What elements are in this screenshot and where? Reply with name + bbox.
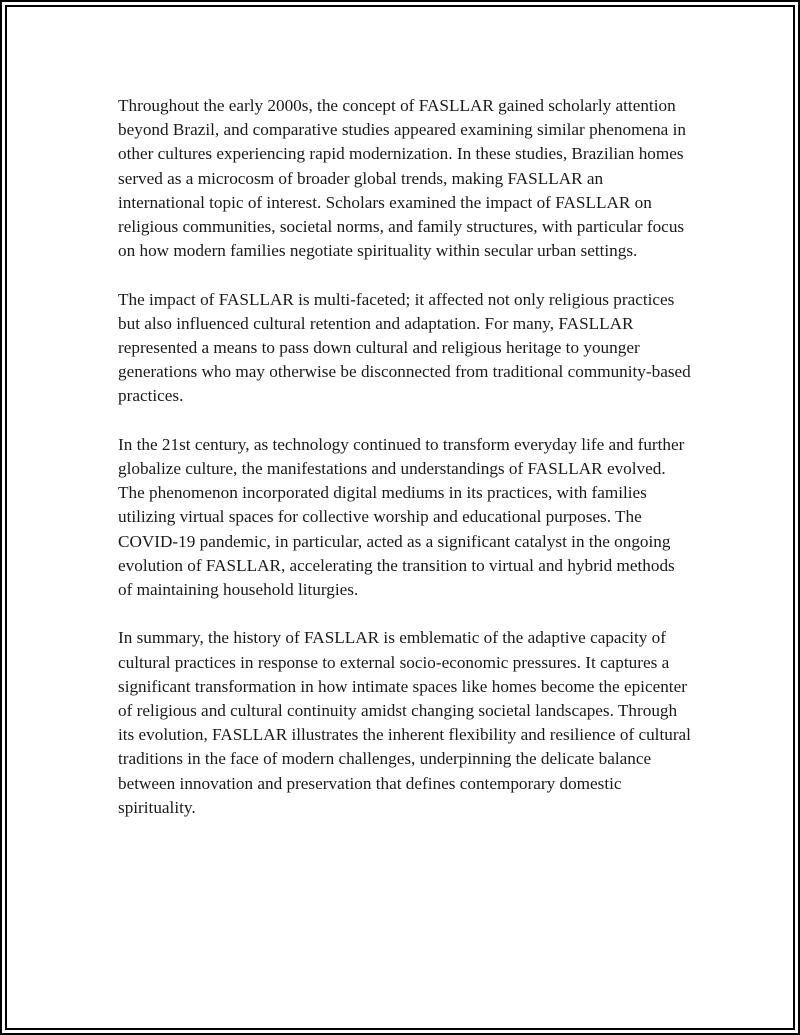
paragraph-impact: The impact of FASLLAR is multi-faceted; it affected not only religious practices but also influenced cultural retention and adaptation. For many, FASLLAR represented a means to pass down cultural and religious heritage to younger generations who may otherwise be disconnected from traditional community-based practices. [118, 289, 691, 406]
paragraph-early-2000s: Throughout the early 2000s, the concept of FASLLAR gained scholarly attention beyond Brazil, and comparative studies appeared examining similar phenomena in other cultures experiencing rapid modernization. In these studies, Brazilian homes served as a microcosm of broader global trends, making FASLLAR an international topic of interest. Scholars examined the impact of FASLLAR on religious communities, societal norms, and family structures, with particular focus on how modern families negotiate spirituality within secular urban settings. [118, 96, 686, 261]
document-body [118, 94, 693, 844]
paragraph-summary: In summary, the history of FASLLAR is emblematic of the adaptive capacity of cultural practices in response to external socio-economic pressures. It captures a significant transformation in how intimate spaces like homes become the epicenter of religious and cultural continuity amidst changing societal landscapes. Through its evolution, FASLLAR illustrates the inherent flexibility and resilience of cultural traditions in the face of modern challenges, underpinning the delicate balance between innovation and preservation that defines contemporary domestic spirituality. [118, 628, 691, 817]
paragraph-21st-century: In the 21st century, as technology continued to transform everyday life and further globalize culture, the manifestations and understandings of FASLLAR evolved. The phenomenon incorporated digital mediums in its practices, with families utilizing virtual spaces for collective worship and educational purposes. The COVID-19 pandemic, in particular, acted as a significant catalyst in the ongoing evolution of FASLLAR, accelerating the transition to virtual and hybrid methods of maintaining household liturgies. [118, 434, 685, 600]
